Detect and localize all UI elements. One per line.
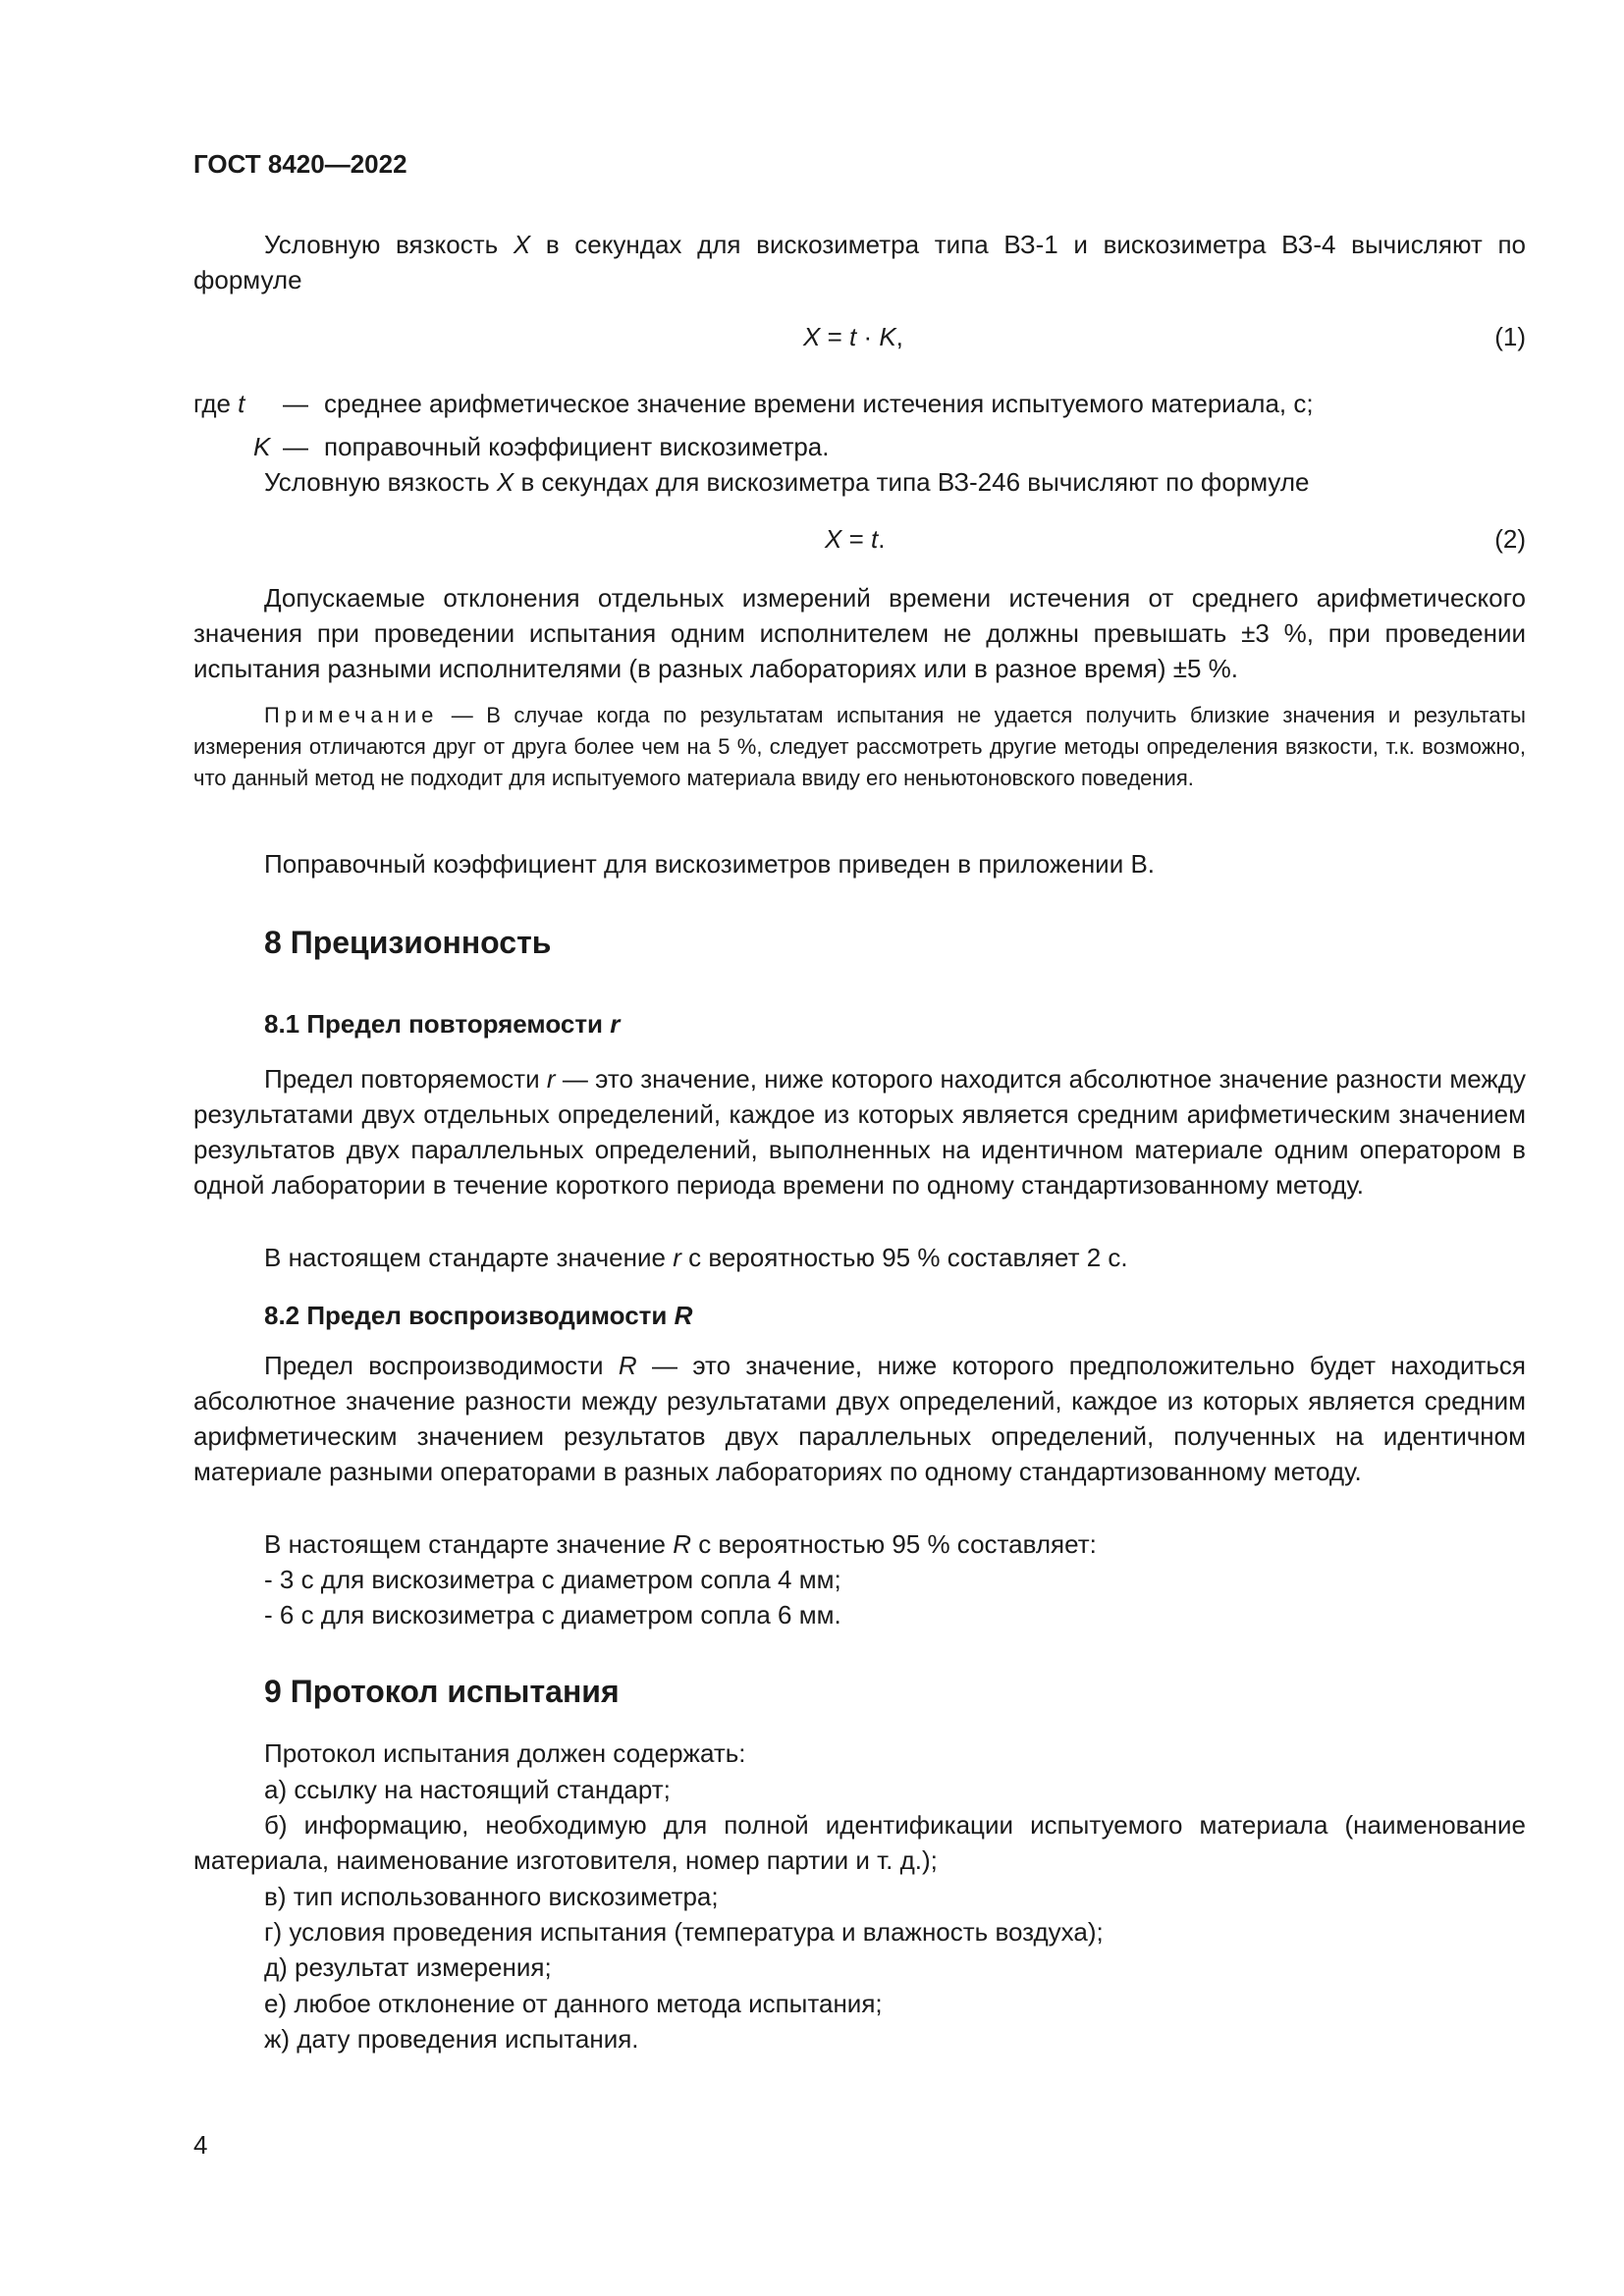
list-item: а) ссылку на настоящий стандарт;: [264, 1775, 671, 1804]
formula-1: [803, 319, 903, 354]
list-item: е) любое отклонение от данного метода испытания;: [264, 1989, 883, 2018]
text-run: Условную вязкость: [264, 467, 497, 497]
paragraph-repeatability-definition: [193, 1061, 1526, 1202]
formula-2: [825, 521, 885, 557]
formula-eq: =: [820, 322, 849, 351]
where-k-description: поправочный коэффициент вискозиметра.: [324, 432, 830, 461]
text-run: в секундах для вискозиметра типа ВЗ-246 вычисляют по формуле: [514, 467, 1310, 497]
list-item: ж) дату проведения испытания.: [264, 2024, 639, 2054]
list-item: - 3 с для вискозиметра с диаметром сопла 4 мм;: [264, 1565, 841, 1594]
paragraph-repeatability-value: [264, 1240, 1128, 1275]
section-8-heading: 8 Прецизионность: [264, 925, 552, 960]
where-word: где: [193, 389, 239, 418]
variable-r: r: [673, 1243, 681, 1272]
formula-var-x: X: [803, 322, 821, 351]
text-run: В настоящем стандарте значение: [264, 1529, 674, 1559]
formula-dot: ·: [856, 322, 880, 351]
formula-var-k: K: [879, 322, 896, 351]
text-run: Предел повторяемости: [264, 1064, 547, 1094]
where-k-symbol: K: [253, 432, 271, 461]
where-label: [193, 386, 244, 421]
formula-comma: ,: [895, 322, 903, 351]
formula-var-x: X: [825, 524, 842, 554]
where-dash-2: —: [283, 432, 308, 461]
text-run: Предел воспроизводимости: [264, 1351, 619, 1380]
text-run: — это значение, ниже которого находится абсолютное значение разности между результатами двух отдельных определений, каждое из которых является средним арифметическим значением результатов двух параллельных определений, выполненных на идентичном материале одним оператором в одной лаборатории в течение короткого периода времени по одному стандартизованному методу.: [193, 1064, 1526, 1200]
heading-text: 8.2 Предел воспроизводимости: [264, 1301, 675, 1330]
formula-var-t: t: [848, 322, 857, 351]
section-9-heading: 9 Протокол испытания: [264, 1674, 620, 1709]
formula-var-t: t: [870, 524, 879, 554]
paragraph-reproducibility-definition: [193, 1348, 1526, 1489]
formula-period: .: [878, 524, 886, 554]
note-label: Примечание: [264, 703, 439, 727]
where-t-description: среднее арифметическое значение времени истечения испытуемого материала, с;: [324, 389, 1314, 418]
note-text: — В случае когда по результатам испытания не удается получить близкие значения и результаты измерения отличаются друг от друга более чем на 5 %, следует рассмотреть другие методы определения вязкости, т.к. возможно, что данный метод не подходит для испытуемого материала ввиду его неньютоновского поведения.: [193, 703, 1526, 790]
list-item: в) тип использованного вискозиметра;: [264, 1882, 719, 1911]
formula-2-number: (2): [1494, 524, 1526, 554]
heading-var-r: r: [610, 1009, 621, 1039]
paragraph-viscosity-formula-2: [264, 464, 1309, 500]
document-code-header: ГОСТ 8420—2022: [193, 149, 407, 179]
list-item: - 6 с для вискозиметра с диаметром сопла 6 мм.: [264, 1600, 841, 1629]
text-run: — это значение, ниже которого предположительно будет находиться абсолютное значение разности между результатами двух определений, каждое из которых является средним арифметическим значением результатов двух параллельных определений, полученных на идентичном материале разными операторами в разных лабораториях по одному стандартизованному методу.: [193, 1351, 1526, 1486]
where-var-t: t: [238, 389, 245, 418]
section-8-2-heading: [264, 1301, 692, 1331]
paragraph-reproducibility-value: [264, 1526, 1097, 1562]
where-dash-1: —: [283, 389, 308, 418]
section-8-1-heading: [264, 1009, 620, 1040]
formula-1-number: (1): [1494, 322, 1526, 351]
text-run: В настоящем стандарте значение: [264, 1243, 674, 1272]
variable-R: R: [618, 1351, 637, 1380]
variable-R: R: [673, 1529, 691, 1559]
variable-x: X: [496, 467, 514, 497]
text-run: с вероятностью 95 % составляет 2 с.: [680, 1243, 1128, 1272]
paragraph-viscosity-formula-1: [193, 227, 1526, 297]
list-item: б) информацию, необходимую для полной идентификации испытуемого материала (наименование материала, наименование изготовителя, номер партии и т. д.);: [193, 1810, 1526, 1875]
where-var-k: [253, 429, 270, 464]
paragraph-protocol-intro: Протокол испытания должен содержать:: [264, 1738, 746, 1768]
heading-var-R: R: [674, 1301, 693, 1330]
list-item: д) результат измерения;: [264, 1952, 552, 1982]
formula-eq: =: [841, 524, 871, 554]
variable-r: r: [546, 1064, 556, 1094]
paragraph-correction-coefficient: Поправочный коэффициент для вискозиметров приведен в приложении В.: [264, 849, 1156, 879]
page-number: 4: [193, 2130, 208, 2160]
text-run: с вероятностью 95 % составляет:: [690, 1529, 1097, 1559]
heading-text: 8.1 Предел повторяемости: [264, 1009, 611, 1039]
note-paragraph: [193, 700, 1526, 794]
text-run: Условную вязкость: [264, 230, 514, 259]
paragraph-allowed-deviations: Допускаемые отклонения отдельных измерений времени истечения от среднего арифметического значения при проведении испытания одним исполнителем не должны превышать ±3 %, при проведении испытания разными исполнителями (в разных лабораториях или в разное время) ±5 %.: [193, 583, 1526, 683]
variable-x: X: [513, 230, 531, 259]
text-run: в секундах для вискозиметра типа ВЗ-1 и вискозиметра ВЗ-4 вычисляют по формуле: [193, 230, 1526, 294]
list-item: г) условия проведения испытания (температура и влажность воздуха);: [264, 1917, 1104, 1947]
